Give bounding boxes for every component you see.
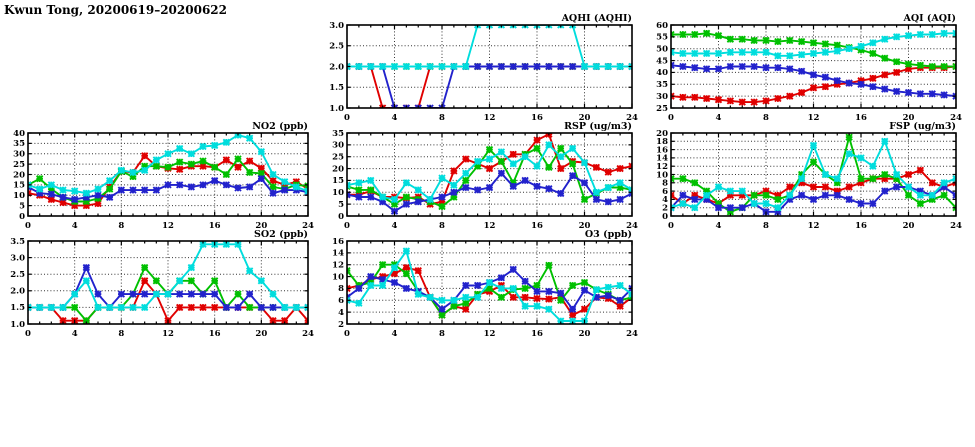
y-tick-label: 3.0 — [10, 253, 25, 264]
chart-title-so2: SO2 (ppb) — [254, 229, 308, 240]
y-tick-label: 3.5 — [10, 236, 25, 247]
x-tick-label: 16 — [531, 113, 543, 123]
y-tick-label: 15 — [332, 176, 344, 187]
x-tick-label: 0 — [25, 329, 31, 339]
y-tick-label: 35 — [656, 80, 668, 91]
x-tick-label: 20 — [578, 221, 591, 231]
x-tick-label: 24 — [950, 221, 962, 231]
x-tick-label: 4 — [715, 113, 722, 123]
x-tick-label: 8 — [118, 221, 125, 231]
y-tick-label: 35 — [332, 128, 344, 139]
y-tick-label: 16 — [332, 236, 344, 247]
x-tick-label: 16 — [531, 221, 543, 231]
y-tick-label: 30 — [332, 140, 344, 151]
y-tick-label: 20 — [656, 128, 668, 139]
y-tick-label: 15 — [13, 180, 25, 191]
y-tick-label: 2 — [338, 319, 344, 330]
y-tick-label: 55 — [656, 32, 668, 43]
chart-title-o3: O3 (ppb) — [584, 229, 632, 240]
x-tick-label: 16 — [855, 221, 867, 231]
chart-rsp — [320, 119, 640, 233]
x-tick-label: 8 — [763, 221, 769, 231]
x-tick-label: 12 — [807, 221, 820, 231]
y-tick-label: 1.5 — [329, 83, 344, 94]
series-group-fsp — [668, 134, 960, 215]
y-tick-label: 8 — [338, 284, 344, 295]
chart-o3 — [320, 227, 640, 341]
x-tick-label: 4 — [391, 221, 398, 231]
page-title: Kwun Tong, 20200619–20200622 — [4, 3, 228, 17]
x-tick-label: 20 — [578, 329, 591, 339]
chart-canvas-so2 — [1, 227, 316, 341]
x-tick-label: 4 — [71, 329, 78, 339]
chart-no2 — [1, 119, 316, 233]
x-tick-label: 8 — [439, 221, 445, 231]
y-tick-label: 2.0 — [10, 286, 25, 297]
y-tick-label: 10 — [332, 188, 344, 199]
y-tick-label: 2.0 — [329, 62, 344, 73]
y-tick-label: 12 — [656, 162, 668, 172]
y-tick-label: 10 — [13, 191, 25, 202]
y-tick-label: 2.5 — [329, 41, 344, 52]
x-tick-label: 0 — [344, 113, 350, 123]
chart-canvas-fsp — [644, 119, 964, 233]
series-blue-no2 — [25, 175, 312, 202]
x-tick-label: 8 — [439, 329, 445, 339]
x-tick-label: 16 — [208, 329, 221, 339]
chart-fsp — [644, 119, 964, 233]
y-tick-label: 30 — [656, 91, 668, 102]
x-tick-label: 8 — [118, 329, 125, 339]
chart-canvas-aqhi — [320, 11, 640, 125]
y-tick-label: 20 — [13, 170, 25, 181]
x-tick-label: 12 — [162, 221, 174, 231]
series-blue-rsp — [344, 170, 636, 215]
chart-aqhi — [320, 11, 640, 125]
y-tick-label: 50 — [656, 44, 668, 55]
series-group-o3 — [344, 248, 636, 325]
y-tick-label: 30 — [13, 149, 25, 160]
y-tick-label: 14 — [332, 248, 344, 259]
chart-title-aqhi: AQHI (AQHI) — [561, 13, 632, 24]
grid-aqi — [671, 25, 956, 108]
x-tick-label: 12 — [483, 329, 496, 339]
y-tick-label: 8 — [662, 178, 668, 189]
x-tick-label: 0 — [25, 221, 31, 231]
x-tick-label: 12 — [807, 113, 820, 123]
x-tick-label: 16 — [855, 113, 867, 123]
x-tick-label: 24 — [626, 221, 638, 231]
x-tick-label: 4 — [715, 221, 722, 231]
x-tick-label: 24 — [950, 113, 962, 123]
y-tick-label: 1.0 — [329, 103, 344, 114]
x-tick-label: 20 — [578, 113, 591, 123]
chart-aqi — [644, 11, 964, 125]
y-tick-label: 10 — [656, 170, 668, 181]
y-tick-label: 40 — [656, 68, 668, 79]
x-tick-label: 12 — [162, 329, 174, 339]
x-tick-label: 8 — [763, 113, 769, 123]
series-line-blue — [347, 67, 632, 109]
y-tick-label: 3.0 — [329, 20, 344, 31]
x-tick-label: 24 — [302, 329, 314, 339]
x-tick-label: 4 — [391, 329, 398, 339]
y-tick-label: 35 — [13, 139, 25, 150]
y-tick-label: 2 — [662, 203, 668, 214]
chart-title-fsp: FSP (ug/m3) — [889, 121, 956, 132]
y-tick-label: 6 — [338, 296, 344, 307]
y-tick-label: 1.5 — [10, 303, 25, 314]
x-tick-label: 0 — [668, 221, 674, 231]
chart-title-aqi: AQI (AQI) — [903, 13, 956, 24]
y-tick-label: 25 — [332, 152, 344, 163]
y-tick-label: 25 — [656, 103, 668, 114]
x-tick-label: 20 — [902, 113, 915, 123]
x-tick-label: 0 — [344, 221, 350, 231]
x-tick-label: 12 — [483, 221, 496, 231]
y-tick-label: 1.0 — [10, 319, 25, 330]
chart-canvas-aqi — [644, 11, 964, 125]
series-green-rsp — [344, 145, 636, 210]
x-tick-label: 20 — [255, 221, 268, 231]
x-tick-label: 24 — [626, 113, 638, 123]
series-line-red — [347, 67, 632, 109]
x-tick-label: 8 — [439, 113, 445, 123]
y-tick-label: 6 — [662, 186, 668, 197]
chart-title-no2: NO2 (ppb) — [252, 121, 308, 132]
chart-canvas-no2 — [1, 119, 316, 233]
chart-canvas-rsp — [320, 119, 640, 233]
y-tick-label: 0 — [338, 211, 344, 222]
x-tick-label: 20 — [902, 221, 915, 231]
y-tick-label: 14 — [656, 153, 668, 164]
chart-canvas-o3 — [320, 227, 640, 341]
y-tick-label: 60 — [656, 20, 668, 31]
x-tick-label: 4 — [71, 221, 78, 231]
y-tick-label: 4 — [338, 307, 344, 318]
y-tick-label: 0 — [662, 211, 668, 222]
series-line-cyan — [28, 244, 308, 307]
chart-so2 — [1, 227, 316, 341]
y-tick-label: 5 — [19, 201, 25, 212]
y-tick-label: 40 — [13, 128, 25, 139]
x-tick-label: 24 — [302, 221, 314, 231]
y-tick-label: 12 — [332, 260, 344, 271]
series-line-blue — [347, 173, 632, 211]
x-tick-label: 4 — [391, 113, 398, 123]
y-tick-label: 0 — [19, 211, 25, 222]
x-tick-label: 16 — [208, 221, 221, 231]
x-tick-label: 0 — [344, 329, 350, 339]
y-tick-label: 4 — [662, 195, 668, 206]
y-tick-label: 2.5 — [10, 270, 25, 280]
x-tick-label: 24 — [626, 329, 638, 339]
x-tick-label: 16 — [531, 329, 543, 339]
y-tick-label: 25 — [13, 159, 25, 170]
y-tick-label: 20 — [332, 164, 344, 175]
series-group-aqi — [668, 30, 960, 105]
x-tick-label: 12 — [483, 113, 496, 123]
y-tick-label: 5 — [338, 199, 344, 210]
chart-title-rsp: RSP (ug/m3) — [564, 121, 632, 132]
y-tick-label: 16 — [656, 145, 668, 156]
y-tick-label: 18 — [656, 137, 668, 148]
x-tick-label: 20 — [255, 329, 268, 339]
y-tick-label: 45 — [656, 56, 668, 67]
x-tick-label: 0 — [668, 113, 674, 123]
y-tick-label: 10 — [332, 272, 344, 283]
